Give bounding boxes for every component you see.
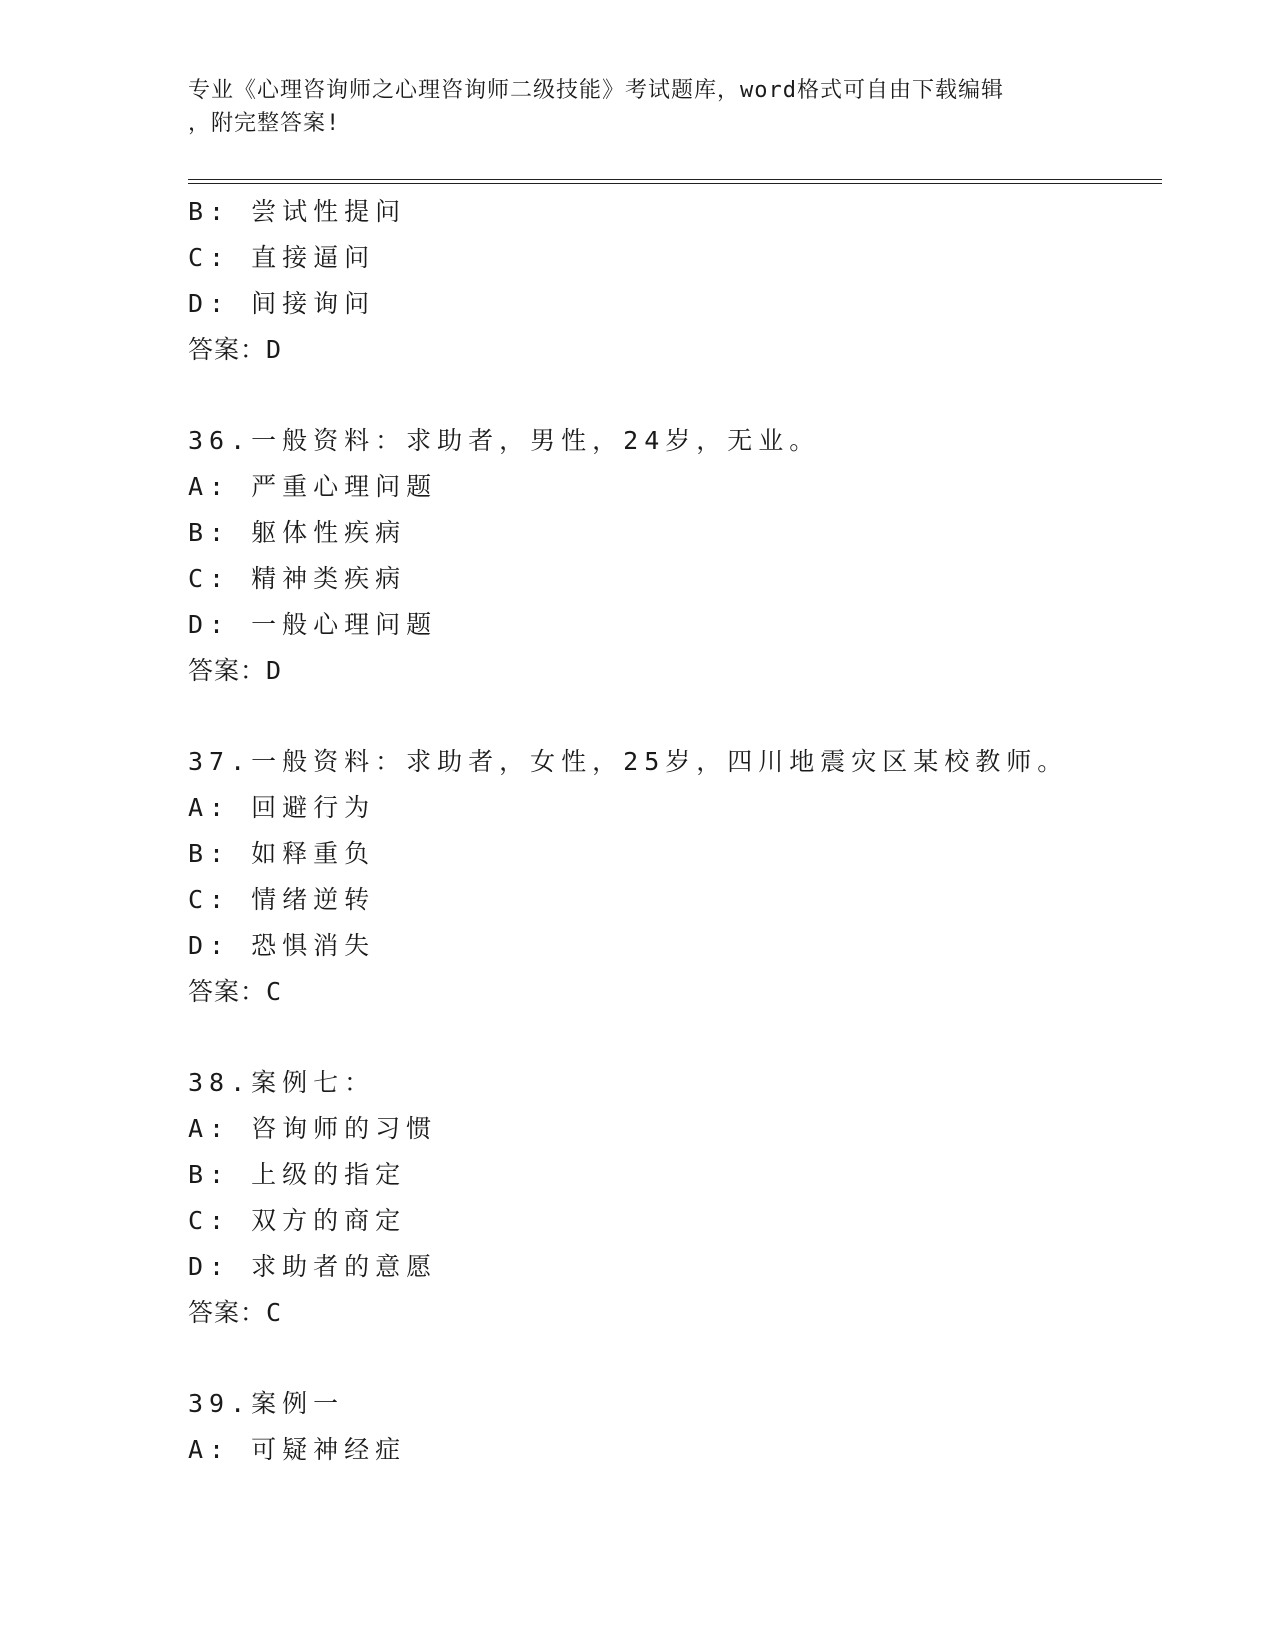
question-39	[188, 1381, 1162, 1473]
question-text: 38.案例七：	[188, 1068, 376, 1097]
answer-value: D	[266, 656, 283, 685]
option-a: A: 咨询师的习惯	[188, 1114, 438, 1143]
option-c: C: 情绪逆转	[188, 885, 376, 914]
answer-label: 答案：	[188, 335, 267, 364]
option-d: D: 恐惧消失	[188, 931, 376, 960]
answer-value: C	[266, 977, 283, 1006]
option-c: C: 双方的商定	[188, 1206, 407, 1235]
question-36	[188, 418, 1162, 694]
option-a: A: 严重心理问题	[188, 472, 438, 501]
answer-label: 答案：	[188, 1298, 267, 1327]
answer-label: 答案：	[188, 977, 267, 1006]
question-text: 37.一般资料：求助者，女性，25岁，四川地震灾区某校教师。	[188, 747, 1069, 776]
option-b: B: 尝试性提问	[188, 197, 407, 226]
answer-value: C	[266, 1298, 283, 1327]
option-b: B: 躯体性疾病	[188, 518, 407, 547]
header-divider-top	[188, 179, 1162, 180]
question-35	[188, 189, 1162, 373]
answer-line	[188, 969, 1162, 1015]
answer-value: D	[266, 335, 283, 364]
option-b: B: 上级的指定	[188, 1160, 407, 1189]
document-header	[188, 74, 1088, 140]
answer-line	[188, 327, 1162, 373]
question-text: 39.案例一	[188, 1389, 345, 1418]
answer-line	[188, 648, 1162, 694]
option-a: A: 可疑神经症	[188, 1435, 407, 1464]
question-38	[188, 1060, 1162, 1336]
header-line-2: ，附完整答案!	[188, 111, 341, 136]
header-line-1: 专业《心理咨询师之心理咨询师二级技能》考试题库，word格式可自由下载编辑	[188, 78, 1004, 103]
question-list	[188, 189, 1162, 1473]
answer-label: 答案：	[188, 656, 267, 685]
option-c: C: 直接逼问	[188, 243, 376, 272]
option-b: B: 如释重负	[188, 839, 376, 868]
option-d: D: 一般心理问题	[188, 610, 438, 639]
option-d: D: 求助者的意愿	[188, 1252, 438, 1281]
option-d: D: 间接询问	[188, 289, 376, 318]
header-divider-bottom	[188, 183, 1162, 184]
option-c: C: 精神类疾病	[188, 564, 407, 593]
answer-line	[188, 1290, 1162, 1336]
option-a: A: 回避行为	[188, 793, 376, 822]
question-37	[188, 739, 1162, 1015]
question-text: 36.一般资料：求助者，男性，24岁，无业。	[188, 426, 821, 455]
